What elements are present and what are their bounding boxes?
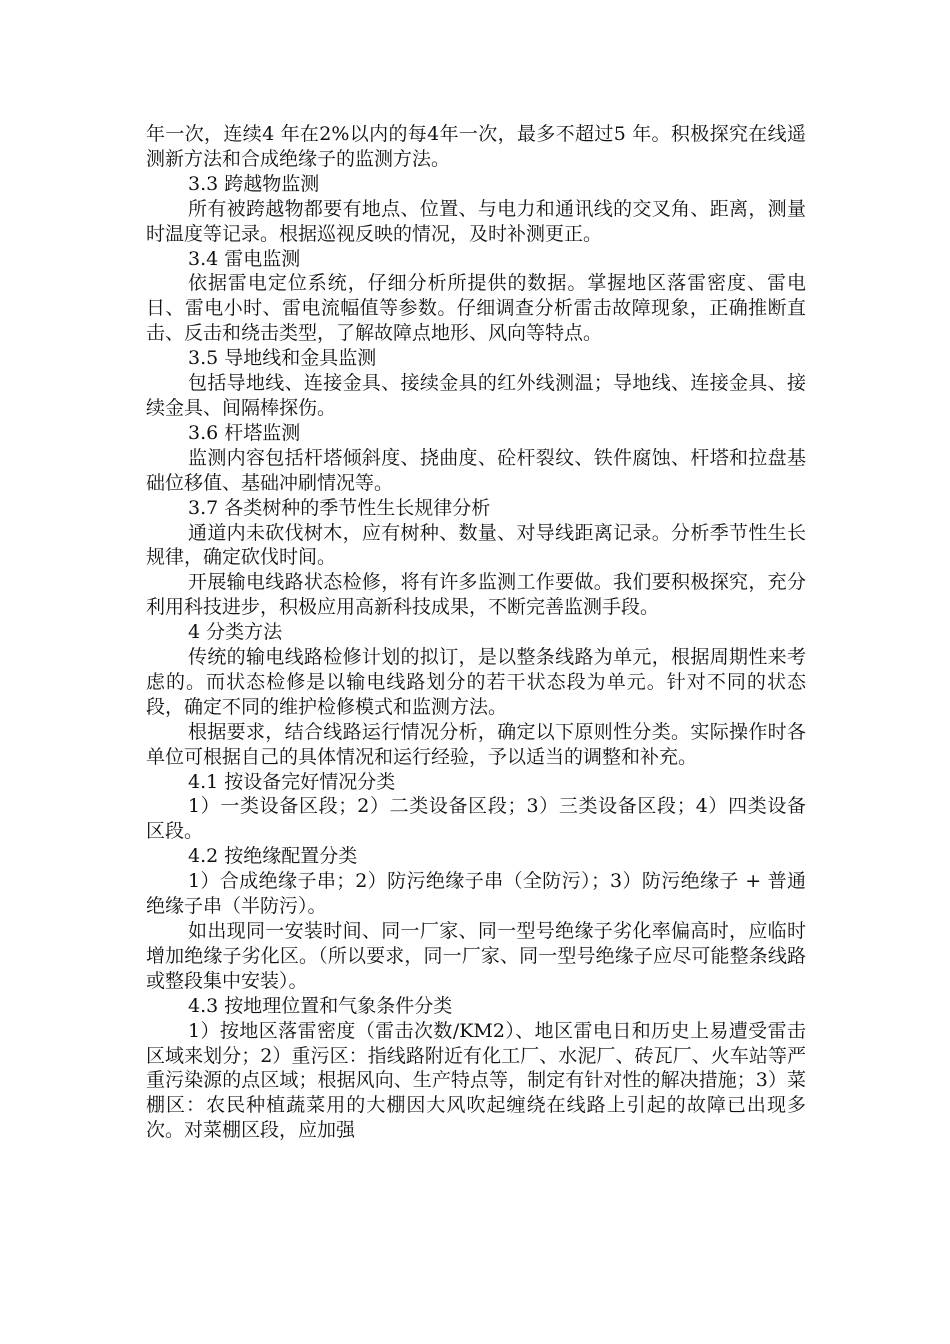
paragraph: 1）按地区落雷密度（雷击次数/KM2）、地区雷电日和历史上易遭受雷击区域来划分；2）重污区：指线路附近有化工厂、水泥厂、砖瓦厂、火车站等严重污染源的点区域；根据风向、生产特点等，制定有针对性的解决措施；3）菜棚区：农民种植蔬菜用的大棚因大风吹起缠绕在线路上引起的故障已出现多次。对菜棚区段，应加强	[146, 1019, 806, 1142]
section-heading-3-4: 3.4 雷电监测	[188, 247, 301, 270]
paragraph: 如出现同一安装时间、同一厂家、同一型号绝缘子劣化率偏高时，应临时增加绝缘子劣化区。（所以要求，同一厂家、同一型号绝缘子应尽可能整条线路或整段集中安装）。	[146, 920, 806, 992]
section-heading-4-3: 4.3 按地理位置和气象条件分类	[188, 994, 453, 1017]
paragraph-continuation: 年一次，连续4 年在2%以内的每4年一次，最多不超过5 年。积极探究在线遥测新方法和合成绝缘子的监测方法。	[146, 123, 806, 170]
section-heading-3-3: 3.3 跨越物监测	[188, 172, 320, 195]
document-body	[146, 122, 806, 1143]
paragraph: 依据雷电定位系统，仔细分析所提供的数据。掌握地区落雷密度、雷电日、雷电小时、雷电流幅值等参数。仔细调查分析雷击故障现象，正确推断直击、反击和绕击类型，了解故障点地形、风向等特点。	[146, 272, 806, 345]
paragraph: 1）一类设备区段；2）二类设备区段；3）三类设备区段；4）四类设备区段。	[146, 795, 806, 843]
paragraph: 1）合成绝缘子串；2）防污绝缘子串（全防污）；3）防污绝缘子 + 普通绝缘子串（半防污）。	[146, 870, 806, 918]
paragraph: 通道内未砍伐树木，应有树种、数量、对导线距离记录。分析季节性生长规律，确定砍伐时间。	[146, 521, 806, 569]
paragraph: 根据要求，结合线路运行情况分析，确定以下原则性分类。实际操作时各单位可根据自己的具体情况和运行经验，予以适当的调整和补充。	[146, 720, 806, 768]
section-heading-3-7: 3.7 各类树种的季节性生长规律分析	[188, 496, 491, 519]
paragraph: 传统的输电线路检修计划的拟订，是以整条线路为单元，根据周期性来考虑的。而状态检修是以输电线路划分的若干状态段为单元。针对不同的状态段，确定不同的维护检修模式和监测方法。	[146, 646, 806, 718]
section-heading-3-6: 3.6 杆塔监测	[188, 421, 301, 444]
section-heading-4: 4 分类方法	[188, 621, 283, 644]
section-heading-4-1: 4.1 按设备完好情况分类	[188, 770, 396, 793]
section-heading-4-2: 4.2 按绝缘配置分类	[188, 845, 358, 868]
paragraph: 监测内容包括杆塔倾斜度、挠曲度、砼杆裂纹、铁件腐蚀、杆塔和拉盘基础位移值、基础冲刷情况等。	[146, 446, 806, 494]
paragraph: 开展输电线路状态检修，将有许多监测工作要做。我们要积极探究，充分利用科技进步，积极应用高新科技成果，不断完善监测手段。	[146, 571, 806, 619]
section-heading-3-5: 3.5 导地线和金具监测	[188, 347, 377, 370]
paragraph: 所有被跨越物都要有地点、位置、与电力和通讯线的交叉角、距离，测量时温度等记录。根据巡视反映的情况，及时补测更正。	[146, 197, 806, 245]
paragraph: 包括导地线、连接金具、接续金具的红外线测温；导地线、连接金具、接续金具、间隔棒探伤。	[146, 372, 806, 419]
